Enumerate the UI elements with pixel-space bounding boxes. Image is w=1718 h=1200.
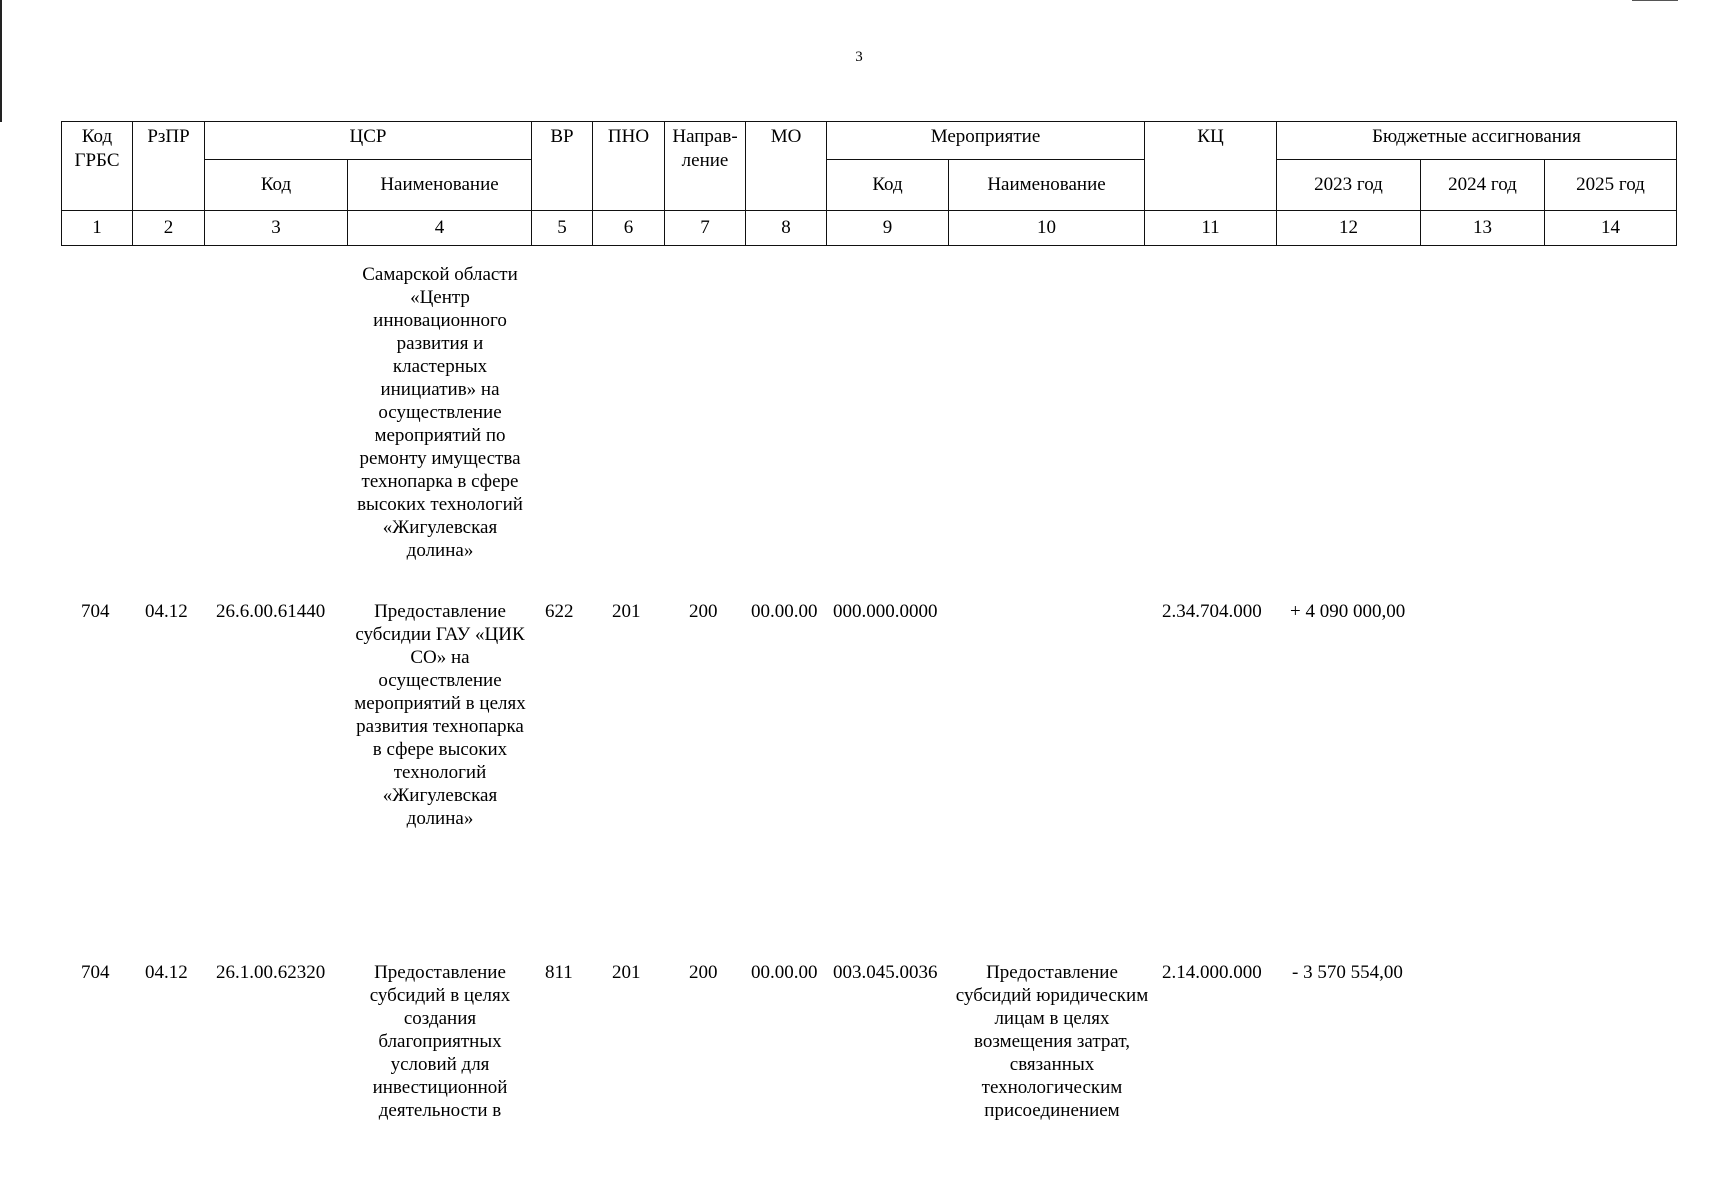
col-num-9: 9 bbox=[827, 211, 949, 246]
col-num-14: 14 bbox=[1545, 211, 1677, 246]
col-num-5: 5 bbox=[532, 211, 593, 246]
header-pno: ПНО bbox=[593, 122, 665, 211]
row1-mo: 00.00.00 bbox=[751, 601, 818, 622]
header-year-2025: 2025 год bbox=[1545, 160, 1677, 211]
row1-event-code: 000.000.0000 bbox=[833, 601, 938, 622]
col-num-3: 3 bbox=[205, 211, 348, 246]
row2-amount-2023: - 3 570 554,00 bbox=[1292, 962, 1403, 983]
row1-vr: 622 bbox=[545, 601, 574, 622]
scan-edge-line bbox=[0, 0, 2, 122]
col-num-7: 7 bbox=[665, 211, 746, 246]
header-year-2023: 2023 год bbox=[1277, 160, 1421, 211]
header-kc: КЦ bbox=[1145, 122, 1277, 211]
header-meropriyatie: Мероприятие bbox=[827, 122, 1145, 160]
scan-top-line bbox=[1632, 0, 1678, 1]
header-mer-kod: Код bbox=[827, 160, 949, 211]
col-num-13: 13 bbox=[1421, 211, 1545, 246]
col-num-1: 1 bbox=[62, 211, 133, 246]
row1-rzpr: 04.12 bbox=[145, 601, 188, 622]
header-kod-grbs: Код ГРБС bbox=[62, 122, 133, 211]
row2-rzpr: 04.12 bbox=[145, 962, 188, 983]
col-num-12: 12 bbox=[1277, 211, 1421, 246]
col-num-6: 6 bbox=[593, 211, 665, 246]
row1-csr-code: 26.6.00.61440 bbox=[216, 601, 326, 622]
row1-dir: 200 bbox=[689, 601, 718, 622]
header-mer-name: Наименование bbox=[949, 160, 1145, 211]
header-napravlenie: Направ-ление bbox=[665, 122, 746, 211]
row2-grbs: 704 bbox=[81, 962, 110, 983]
col-num-11: 11 bbox=[1145, 211, 1277, 246]
col-num-8: 8 bbox=[746, 211, 827, 246]
row1-amount-2023: + 4 090 000,00 bbox=[1290, 601, 1406, 622]
row2-mo: 00.00.00 bbox=[751, 962, 818, 983]
row2-dir: 200 bbox=[689, 962, 718, 983]
row2-event-name: Предоставление субсидий юридическим лицам в целях возмещения затрат, связанных технологическим присоединением bbox=[955, 962, 1149, 1121]
row1-grbs: 704 bbox=[81, 601, 110, 622]
header-rzpr: РзПР bbox=[133, 122, 205, 211]
header-budget: Бюджетные ассигнования bbox=[1277, 122, 1677, 160]
header-mo: МО bbox=[746, 122, 827, 211]
row1-pno: 201 bbox=[612, 601, 641, 622]
row2-event-code: 003.045.0036 bbox=[833, 962, 938, 983]
row2-vr: 811 bbox=[545, 962, 573, 983]
col-num-4: 4 bbox=[348, 211, 532, 246]
row1-kc: 2.34.704.000 bbox=[1162, 601, 1262, 622]
header-csr-name: Наименование bbox=[348, 160, 532, 211]
header-csr-kod: Код bbox=[205, 160, 348, 211]
header-vr: ВР bbox=[532, 122, 593, 211]
row2-csr-name: Предоставление субсидий в целях создания благоприятных условий для инвестиционной деятельности в bbox=[369, 962, 511, 1121]
row2-pno: 201 bbox=[612, 962, 641, 983]
col-num-10: 10 bbox=[949, 211, 1145, 246]
row2-kc: 2.14.000.000 bbox=[1162, 962, 1262, 983]
col-num-2: 2 bbox=[133, 211, 205, 246]
table-header bbox=[61, 121, 1677, 246]
row2-csr-code: 26.1.00.62320 bbox=[216, 962, 326, 983]
row1-csr-name: Предоставление субсидии ГАУ «ЦИК СО» на осуществление мероприятий в целях развития технопарка в сфере высоких технологий «Жигулевская долина» bbox=[354, 601, 526, 829]
csr-name-continuation: Самарской области «Центр инновационного развития и кластерных инициатив» на осуществление мероприятий по ремонту имущества технопарка в сфере высоких технологий «Жигулевская долина» bbox=[357, 264, 523, 561]
header-csr: ЦСР bbox=[205, 122, 532, 160]
header-year-2024: 2024 год bbox=[1421, 160, 1545, 211]
page-number: 3 bbox=[855, 49, 863, 65]
